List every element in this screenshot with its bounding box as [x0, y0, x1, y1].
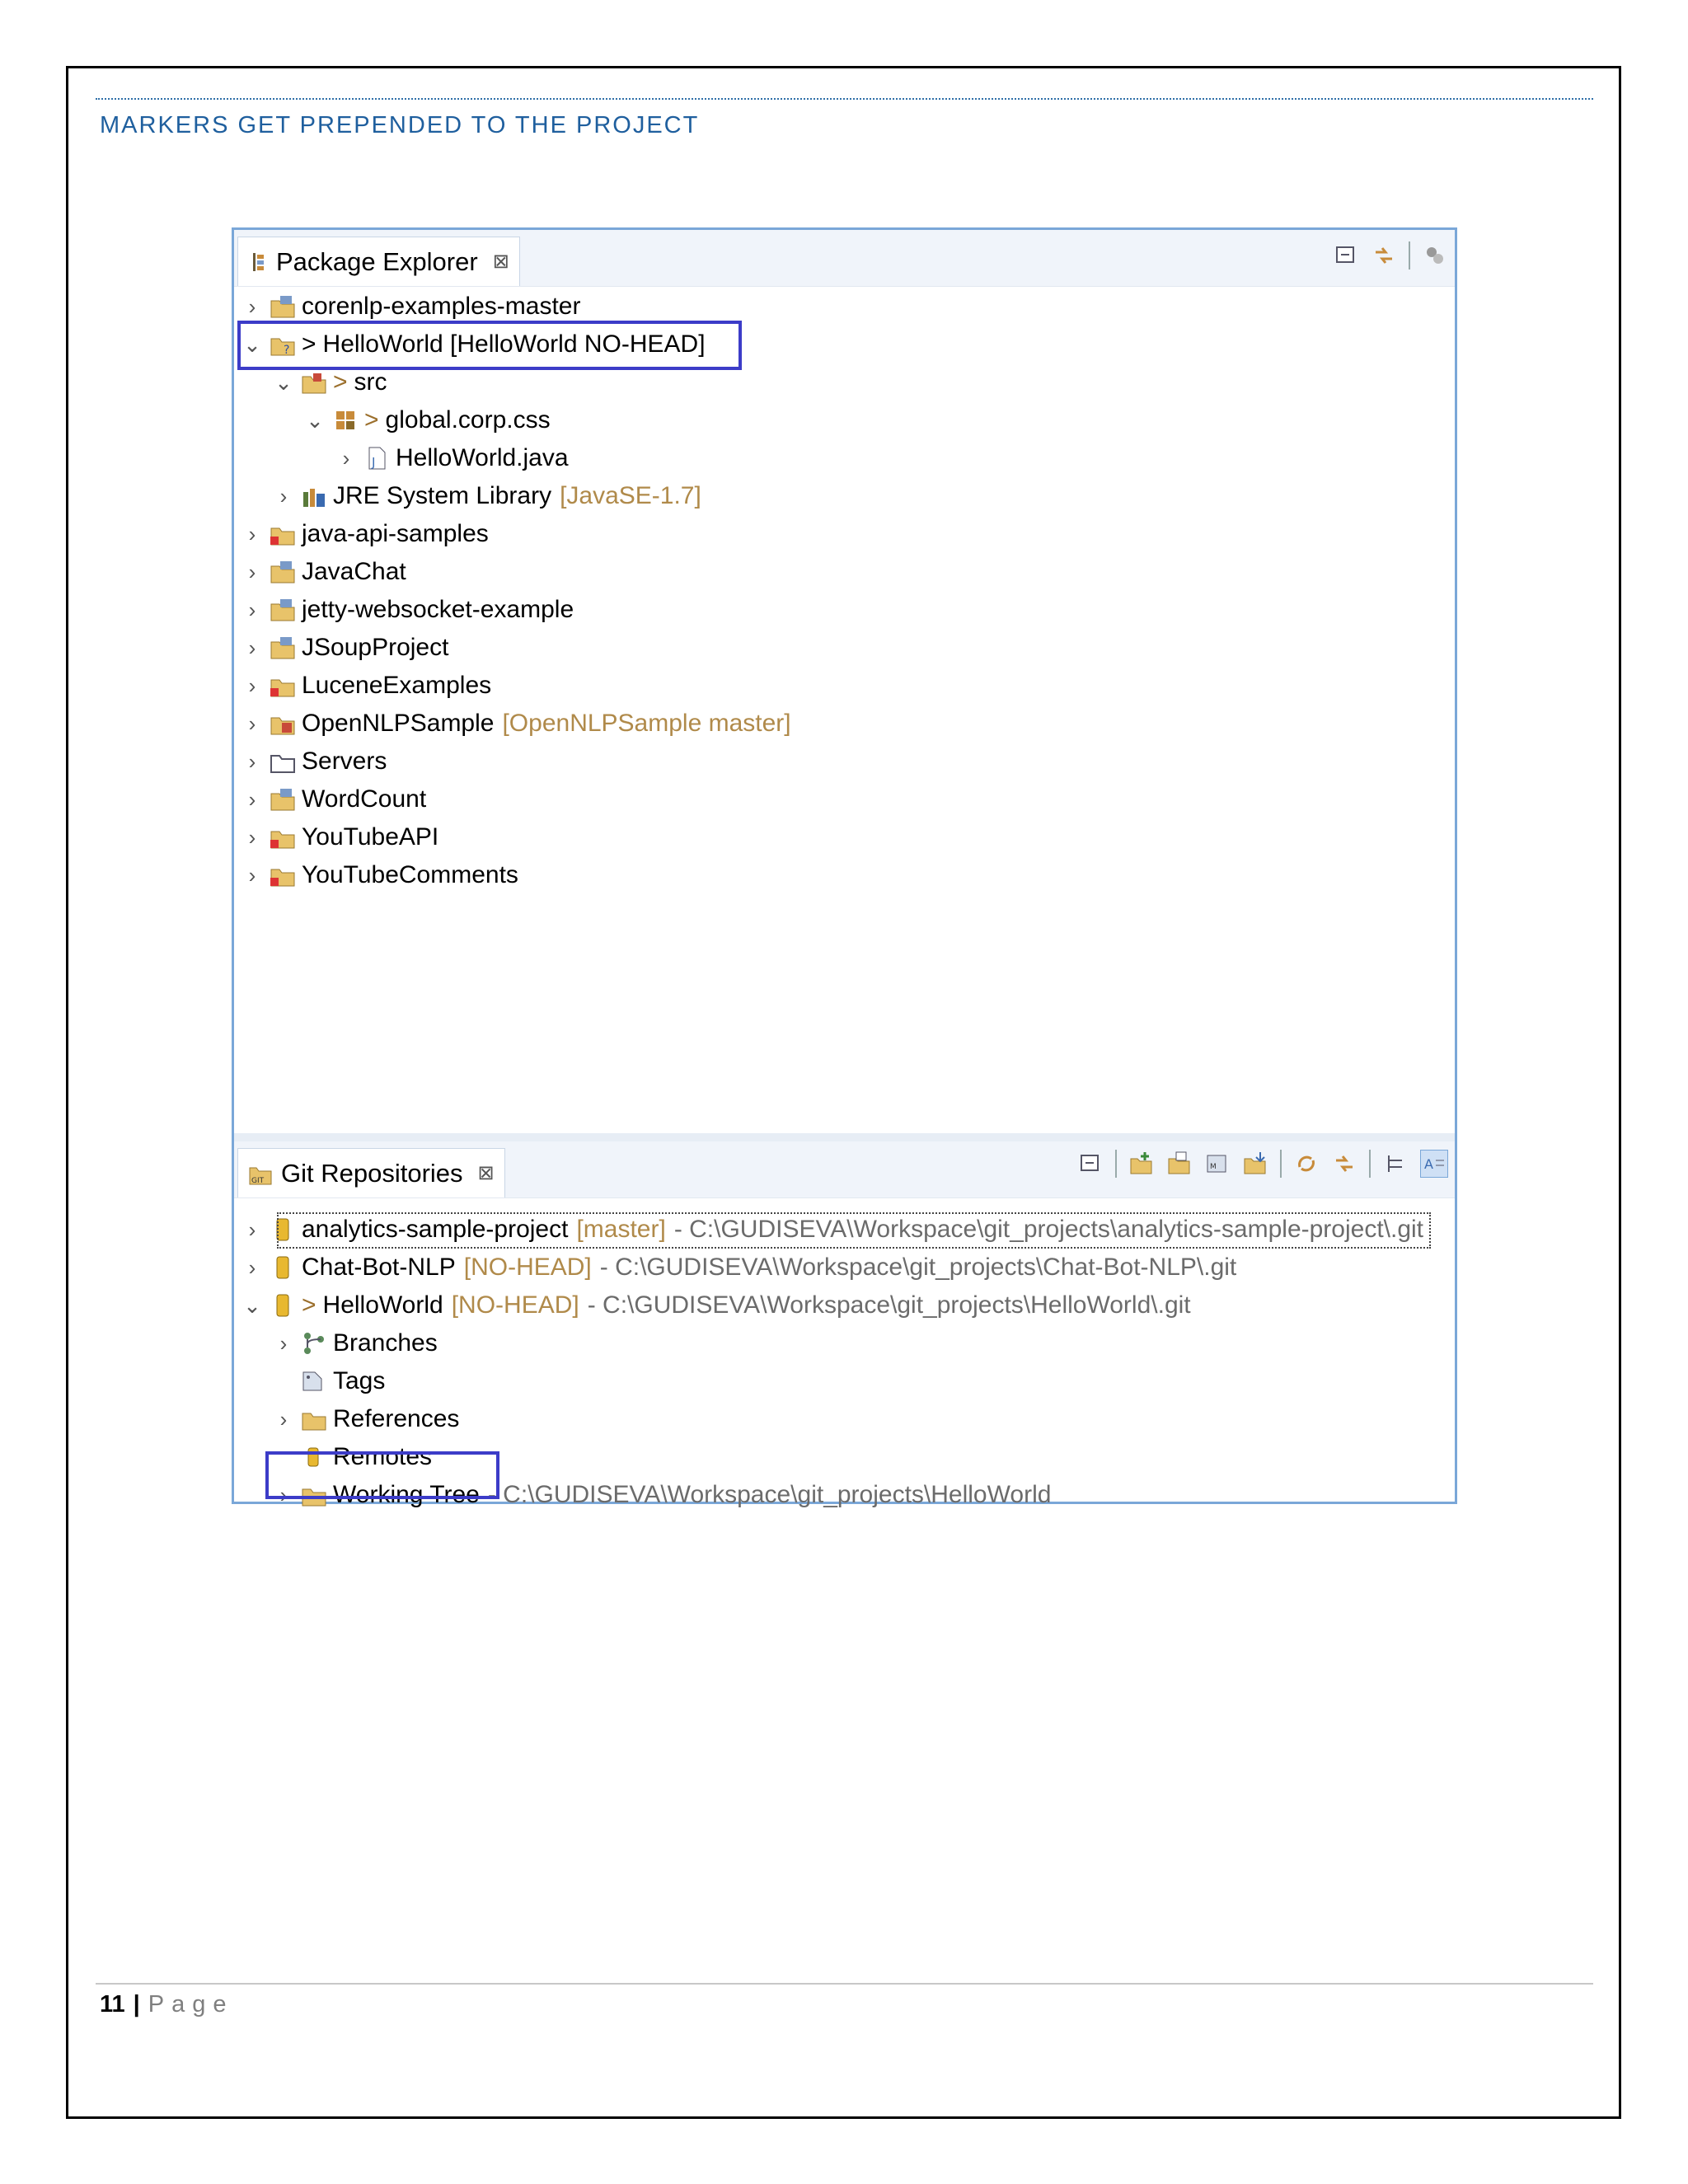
project-error-icon — [269, 520, 297, 548]
close-icon[interactable]: ⊠ — [492, 251, 509, 273]
repo-item-label: HelloWorld — [322, 1291, 443, 1319]
git-repositories-icon — [248, 1160, 273, 1188]
highlight-helloworld-project — [237, 321, 742, 370]
refresh-icon[interactable] — [1293, 1151, 1320, 1177]
tree-item-luceneexamples[interactable] — [242, 667, 491, 705]
repo-item-branch: [NO-HEAD] — [463, 1254, 592, 1281]
footer-separator: | — [133, 1991, 140, 2018]
chevron-right-icon[interactable]: › — [279, 1406, 288, 1432]
tree-item-jetty-websocket-example[interactable] — [242, 591, 574, 629]
tags-icon — [300, 1367, 328, 1395]
page-number: 11 — [100, 1991, 125, 2018]
project-icon — [269, 634, 297, 662]
page-label: Page — [148, 1991, 234, 2018]
toolbar-separator — [1280, 1150, 1282, 1178]
view-divider — [234, 1133, 1455, 1141]
repo-item-label: Remotes — [333, 1443, 433, 1470]
tree-item-label: src — [354, 368, 387, 396]
tree-item-label: global.corp.css — [385, 406, 551, 434]
tree-item-wordcount[interactable] — [242, 780, 426, 818]
import-project-icon[interactable] — [1242, 1151, 1268, 1177]
svg-text:?: ? — [284, 344, 290, 357]
link-with-editor-icon[interactable] — [1371, 242, 1397, 269]
toolbar-separator — [1409, 241, 1410, 269]
tree-item-label: java-api-samples — [302, 520, 489, 547]
repo-item-label: Tags — [333, 1367, 386, 1394]
dirty-marker: > — [364, 406, 379, 434]
svg-text:M: M — [1210, 1163, 1217, 1171]
folder-icon — [300, 1405, 328, 1433]
branches-icon — [300, 1329, 328, 1357]
tree-item-javachat[interactable] — [242, 553, 406, 591]
repo-item-branch: [master] — [576, 1216, 666, 1243]
repo-item-branches[interactable] — [274, 1324, 438, 1362]
tree-item-label: JavaChat — [302, 558, 406, 585]
repo-item-chat-bot-nlp[interactable] — [242, 1249, 1236, 1286]
chevron-right-icon[interactable]: › — [248, 673, 256, 698]
repo-item-tags[interactable] — [274, 1362, 385, 1400]
repo-item-label: Working Tree — [333, 1481, 480, 1508]
folder-icon — [269, 748, 297, 776]
repo-item-label: References — [333, 1405, 460, 1432]
chevron-right-icon[interactable]: › — [248, 521, 256, 546]
tree-item-helloworld-java[interactable] — [336, 439, 569, 477]
footer-rule — [96, 1983, 1593, 1985]
tree-item-label: Servers — [302, 748, 387, 775]
tree-item-label: JSoupProject — [302, 634, 449, 661]
chevron-right-icon[interactable]: › — [279, 1330, 288, 1356]
page-footer — [100, 1991, 234, 2018]
chevron-right-icon[interactable]: › — [342, 445, 350, 471]
header-rule — [96, 98, 1593, 100]
add-repository-icon[interactable] — [1128, 1151, 1155, 1177]
project-icon — [269, 785, 297, 813]
toolbar-separator — [1115, 1150, 1117, 1178]
tree-item-label: YouTubeComments — [302, 861, 518, 888]
tree-item-label: WordCount — [302, 785, 427, 813]
tree-item-label: jetty-websocket-example — [302, 596, 574, 623]
project-error-icon — [269, 823, 297, 851]
repo-item-path: - C:\GUDISEVA\Workspace\git_projects\HelloWorld — [487, 1481, 1052, 1508]
tree-item-label: corenlp-examples-master — [302, 293, 581, 320]
source-folder-icon — [300, 368, 328, 396]
git-repositories-toolbar — [1077, 1150, 1448, 1178]
repo-item-path: - C:\GUDISEVA\Workspace\git_projects\HelloWorld\.git — [587, 1291, 1191, 1319]
chevron-right-icon[interactable]: › — [248, 862, 256, 888]
tree-item-servers[interactable] — [242, 743, 387, 780]
repository-icon — [269, 1291, 297, 1319]
tree-item-youtubeapi[interactable] — [242, 818, 438, 856]
git-project-icon — [269, 710, 297, 738]
dirty-marker: > — [302, 330, 316, 358]
svg-text:J: J — [372, 455, 376, 470]
svg-text:A: A — [1424, 1156, 1433, 1172]
chevron-down-icon[interactable]: ⌄ — [306, 407, 324, 433]
tree-item-java-api-samples[interactable] — [242, 515, 489, 553]
tree-item-annotation: [JavaSE-1.7] — [560, 482, 701, 509]
close-icon[interactable]: ⊠ — [477, 1162, 495, 1184]
create-repository-icon[interactable] — [1204, 1151, 1231, 1177]
tree-item-jsoupproject[interactable] — [242, 629, 448, 667]
tree-item-opennlpsample[interactable] — [242, 705, 791, 743]
chevron-right-icon[interactable]: › — [279, 483, 288, 509]
dirty-marker: > — [302, 1291, 316, 1319]
dirty-marker: > — [333, 368, 348, 396]
repo-item-label: Chat-Bot-NLP — [302, 1254, 456, 1281]
repo-item-references[interactable] — [274, 1400, 459, 1438]
section-heading: MARKERS GET PREPENDED TO THE PROJECT — [100, 112, 700, 138]
project-icon — [269, 558, 297, 586]
chevron-right-icon[interactable]: › — [248, 748, 256, 774]
chevron-right-icon[interactable]: › — [248, 1216, 256, 1242]
hierarchical-layout-icon[interactable] — [1382, 1151, 1409, 1177]
eclipse-screenshot — [232, 227, 1457, 1508]
package-explorer-icon — [248, 248, 268, 276]
toolbar-separator — [1369, 1150, 1371, 1178]
java-file-icon — [363, 444, 391, 472]
collapse-all-icon[interactable] — [1333, 242, 1359, 269]
git-repositories-title: Git Repositories — [281, 1158, 463, 1188]
chevron-right-icon[interactable]: › — [248, 597, 256, 622]
chevron-right-icon[interactable]: › — [279, 1482, 288, 1507]
tree-item-jre-system-library[interactable] — [274, 477, 701, 515]
tree-item-label: HelloWorld [HelloWorld NO-HEAD] — [322, 330, 706, 358]
package-explorer-toolbar — [1333, 241, 1448, 269]
package-explorer-title: Package Explorer — [276, 246, 478, 276]
tree-item-label: YouTubeAPI — [302, 823, 439, 851]
repo-item-label: Branches — [333, 1329, 438, 1357]
project-icon — [269, 596, 297, 624]
chevron-right-icon[interactable]: › — [248, 710, 256, 736]
chevron-right-icon[interactable]: › — [248, 635, 256, 660]
tree-item-youtubecomments[interactable] — [242, 856, 518, 894]
repo-item-path: - C:\GUDISEVA\Workspace\git_projects\Chat-Bot-NLP\.git — [599, 1254, 1237, 1281]
link-with-selection-icon[interactable] — [1331, 1151, 1357, 1177]
show-details-icon[interactable] — [1420, 1150, 1448, 1178]
package-icon — [331, 406, 359, 434]
highlight-working-tree — [265, 1451, 499, 1499]
tree-item-label: JRE System Library — [333, 482, 552, 509]
repo-item-branch: [NO-HEAD] — [451, 1291, 579, 1319]
chevron-right-icon[interactable]: › — [248, 1254, 256, 1280]
package-explorer-header — [234, 230, 1455, 287]
repo-item-helloworld[interactable] — [242, 1286, 1191, 1324]
library-icon — [300, 482, 328, 510]
chevron-down-icon[interactable]: ⌄ — [243, 1292, 261, 1318]
chevron-right-icon[interactable]: › — [248, 559, 256, 584]
collapse-all-icon[interactable] — [1077, 1151, 1104, 1177]
project-error-icon — [269, 861, 297, 889]
chevron-right-icon[interactable]: › — [248, 786, 256, 812]
chevron-down-icon[interactable]: ⌄ — [274, 369, 293, 395]
tree-item-global-corp-css[interactable] — [305, 401, 551, 439]
view-menu-icon[interactable] — [1422, 242, 1448, 269]
clone-repository-icon[interactable] — [1166, 1151, 1193, 1177]
tree-item-label: OpenNLPSample — [302, 710, 495, 737]
chevron-down-icon[interactable]: ⌄ — [243, 331, 261, 357]
repo-item-path: - C:\GUDISEVA\Workspace\git_projects\analytics-sample-project\.git — [673, 1216, 1424, 1243]
project-icon — [269, 293, 297, 321]
tree-item-annotation: [OpenNLPSample master] — [502, 710, 791, 737]
package-explorer-tab[interactable] — [237, 237, 520, 286]
chevron-right-icon[interactable]: › — [248, 293, 256, 319]
repository-icon — [269, 1254, 297, 1282]
repo-item-label: analytics-sample-project — [302, 1216, 569, 1243]
focus-outline — [277, 1212, 1431, 1249]
project-error-icon — [269, 672, 297, 700]
git-repositories-header — [234, 1141, 1455, 1198]
tree-item-label: LuceneExamples — [302, 672, 492, 699]
chevron-right-icon[interactable]: › — [248, 824, 256, 850]
svg-text:GIT: GIT — [251, 1176, 265, 1185]
tree-item-label: HelloWorld.java — [396, 444, 569, 471]
git-repositories-tab[interactable] — [237, 1148, 505, 1197]
